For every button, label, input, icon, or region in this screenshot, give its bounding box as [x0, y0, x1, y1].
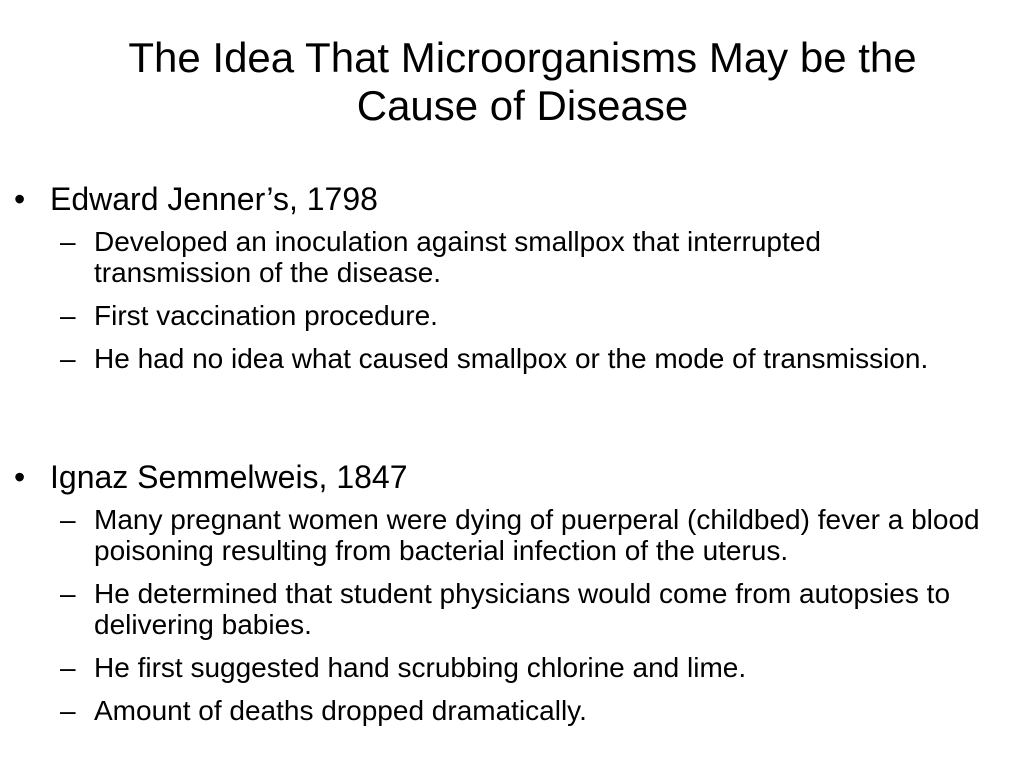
bullet-marker: •	[14, 181, 26, 217]
dash-marker: –	[60, 578, 76, 609]
sub-bullet-list	[0, 226, 1024, 374]
dash-marker: –	[60, 300, 76, 331]
sub-bullet-item	[0, 578, 1024, 640]
sub-bullet-text: First vaccination procedure.	[94, 300, 438, 331]
section-jenner	[0, 180, 1024, 386]
dash-marker: –	[60, 652, 76, 683]
sub-bullet-text: He had no idea what caused smallpox or the mode of transmission.	[94, 343, 929, 374]
dash-marker: –	[60, 695, 76, 726]
dash-marker: –	[60, 504, 76, 535]
section-semmelweis	[0, 458, 1024, 738]
sub-bullet-text: He determined that student physicians would come from autopsies to delivering babies.	[94, 578, 951, 640]
dash-marker: –	[60, 226, 76, 257]
sub-bullet-item	[0, 652, 1024, 683]
section-heading-text: Edward Jenner’s, 1798	[50, 181, 378, 217]
sub-bullet-text: Many pregnant women were dying of puerperal (childbed) fever a blood poisoning resulting from bacterial infection of the uterus.	[94, 504, 980, 566]
sub-bullet-text: Amount of deaths dropped dramatically.	[94, 695, 587, 726]
sub-bullet-item	[0, 504, 1024, 566]
sub-bullet-text: Developed an inoculation against smallpox that interrupted transmission of the disease.	[94, 226, 821, 288]
sub-bullet-item	[0, 695, 1024, 726]
section-heading-text: Ignaz Semmelweis, 1847	[50, 459, 408, 495]
sub-bullet-list	[0, 504, 1024, 726]
title-line-2: Cause of Disease	[356, 82, 689, 129]
section-heading	[0, 458, 1024, 496]
sub-bullet-text: He first suggested hand scrubbing chlorine and lime.	[94, 652, 747, 683]
sub-bullet-item	[0, 300, 1024, 331]
bullet-marker: •	[14, 459, 26, 495]
dash-marker: –	[60, 343, 76, 374]
slide-title	[60, 34, 985, 130]
sub-bullet-item	[0, 226, 1024, 288]
title-line-1: The Idea That Microorganisms May be the	[128, 34, 917, 81]
section-heading	[0, 180, 1024, 218]
sub-bullet-item	[0, 343, 1024, 374]
